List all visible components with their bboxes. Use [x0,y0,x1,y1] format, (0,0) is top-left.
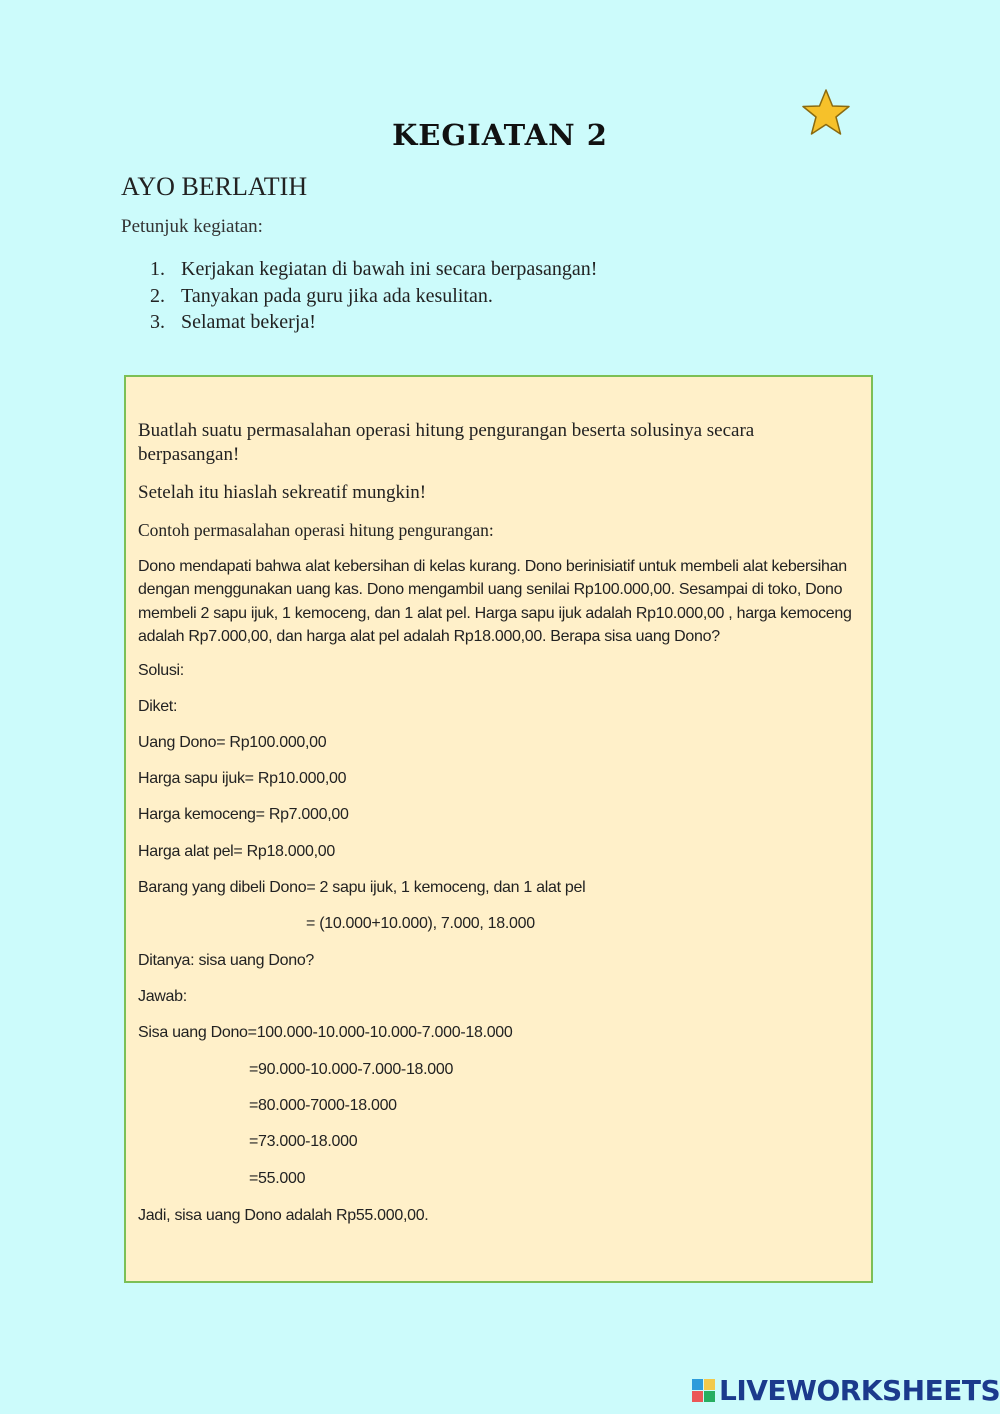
known-broom-price: Harga sapu ijuk= Rp10.000,00 [138,770,347,787]
question-line: Ditanya: sisa uang Dono? [138,952,315,969]
items-bought-values: = (10.000+10.000), 7.000, 18.000 [306,915,535,932]
example-label: Contoh permasalahan operasi hitung pengurangan: [138,520,494,540]
page-title: KEGIATAN 2 [392,118,608,152]
star-icon [800,88,852,138]
activity-box [124,375,873,1283]
calc-line: Sisa uang Dono=100.000-10.000-10.000-7.000-18.000 [138,1024,513,1041]
known-duster-price: Harga kemoceng= Rp7.000,00 [138,806,349,823]
known-money: Uang Dono= Rp100.000,00 [138,734,327,751]
list-item: 3. Selamat bekerja! [150,311,316,333]
section-subtitle: AYO BERLATIH [121,172,308,201]
calc-line: =80.000-7000-18.000 [249,1097,397,1114]
liveworksheets-logo-icon [692,1379,715,1402]
answer-label: Jawab: [138,988,187,1005]
instruction-list [150,256,597,336]
known-label: Diket: [138,698,178,715]
instructions-label: Petunjuk kegiatan: [121,216,263,237]
conclusion: Jadi, sisa uang Dono adalah Rp55.000,00. [138,1207,429,1224]
calc-line: =73.000-18.000 [249,1133,358,1150]
logo-text: LIVEWORKSHEETS [719,1373,1000,1407]
known-mop-price: Harga alat pel= Rp18.000,00 [138,843,335,860]
list-item: 2. Tanyakan pada guru jika ada kesulitan. [150,284,493,307]
task-creative-note: Setelah itu hiaslah sekreatif mungkin! [138,482,427,503]
solution-label: Solusi: [138,662,184,679]
items-bought: Barang yang dibeli Dono= 2 sapu ijuk, 1 kemoceng, dan 1 alat pel [138,879,586,896]
task-intro: Buatlah suatu permasalahan operasi hitung pengurangan beserta solusinya secara berpasangan! [138,420,755,465]
calc-line: =90.000-10.000-7.000-18.000 [249,1061,454,1078]
example-story: Dono mendapati bahwa alat kebersihan di kelas kurang. Dono berinisiatif untuk membeli alat kebersihan dengan menggunakan uang kas. Dono mengambil uang senilai Rp100.000,00. Sesampai di toko, Dono membeli 2 sapu ijuk, 1 kemoceng, dan 1 alat pel. Harga sapu ijuk adalah Rp10.000,00 , harga kemoceng adalah Rp7.000,00, dan harga alat pel adalah Rp18.000,00. Berapa sisa uang Dono? [138,558,852,645]
list-item: 1. Kerjakan kegiatan di bawah ini secara berpasangan! [150,258,598,280]
calc-line: =55.000 [249,1170,306,1187]
liveworksheets-logo[interactable] [692,1374,1000,1406]
